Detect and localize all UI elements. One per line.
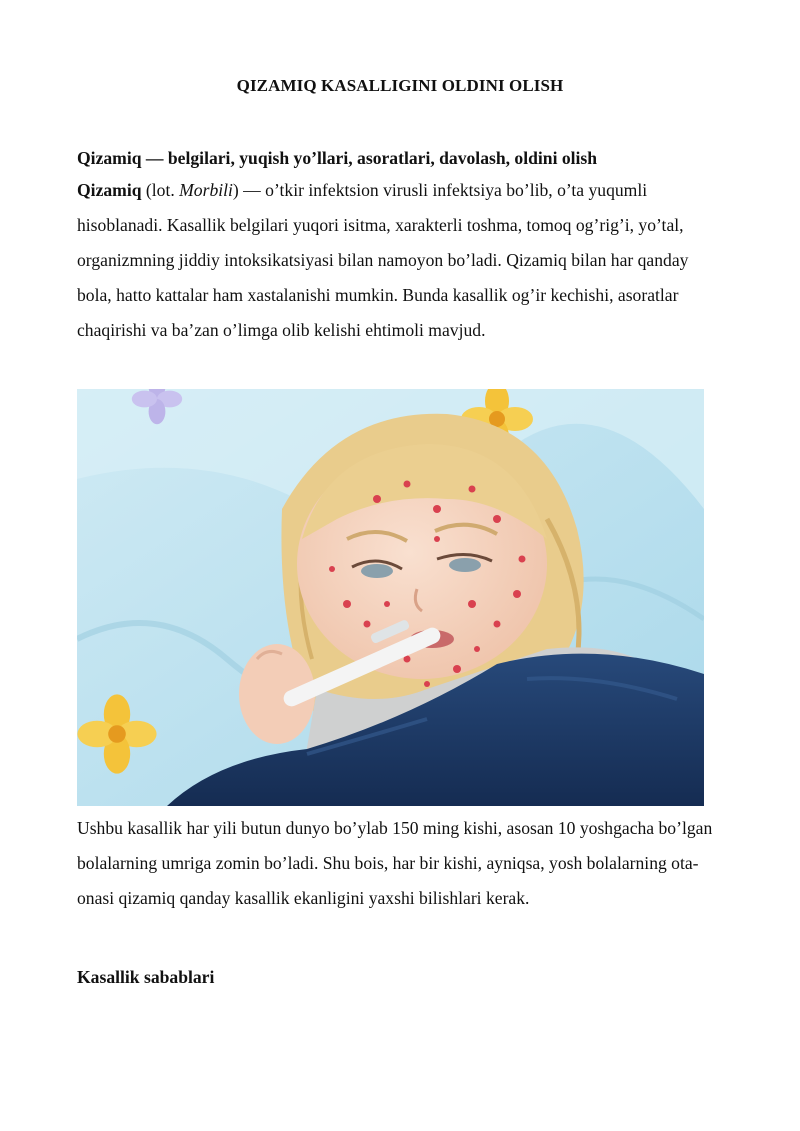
intro-latin-term: Morbili (179, 180, 233, 200)
intro-term: Qizamiq (77, 180, 142, 200)
photo-sick-child (77, 389, 704, 806)
paragraph-mortality: Ushbu kasallik har yili butun dunyo bo’ylab 150 ming kishi, asosan 10 yoshgacha bo’lgan bolalarning umriga zomin bo’ladi. Shu bois, har bir kishi, ayniqsa, yosh bolalarning ota-onasi qizamiq qanday kasallik ekanligini yaxshi bilishlari kerak. (77, 818, 713, 908)
intro-paragraph (77, 173, 717, 348)
sick-child-illustration (77, 389, 704, 806)
page-title: QIZAMIQ KASALLIGINI OLDINI OLISH (236, 76, 564, 95)
intro-text: ) — o’tkir infektsion virusli infektsiya bo’lib, o’ta yuqumli hisoblanadi. Kasallik belgilari yuqori isitma, xarakterli toshma, tomoq og’rig’i, yo’tal, organizmning jiddiy intoksikatsiyasi bilan namoyon bo’ladi. Qizamiq bilan har qanday bola, hatto kattalar ham xastalanishi mumkin. Bunda kasallik og’ir kechishi, asoratlar chaqirishi va ba’zan o’limga olib kelishi ehtimoli mavjud. (77, 180, 689, 340)
article-subheading: Qizamiq — belgilari, yuqish yo’llari, asoratlari, davolash, oldini olish (77, 148, 598, 168)
section-heading-causes: Kasallik sabablari (77, 967, 215, 987)
intro-latin-prefix: (lot. (141, 180, 180, 200)
